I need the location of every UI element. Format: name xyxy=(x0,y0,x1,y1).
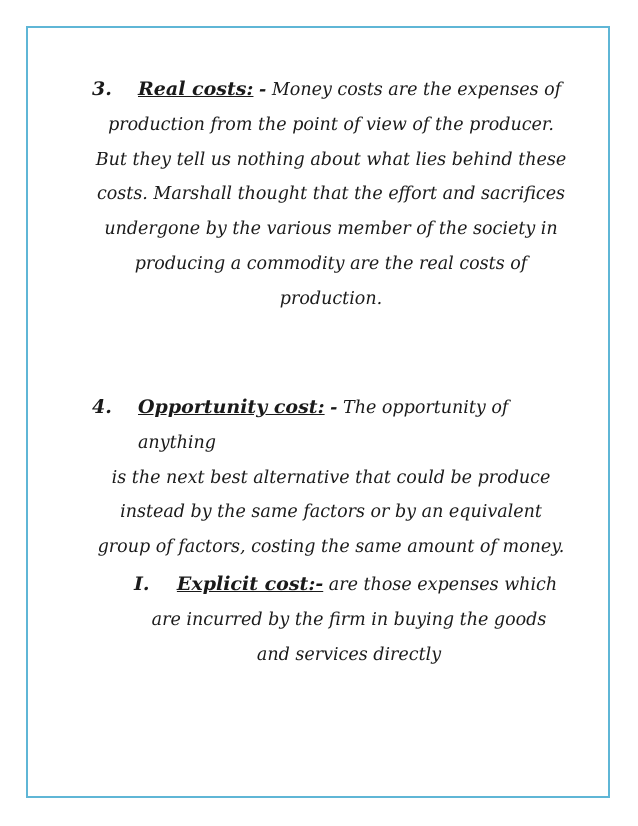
sub-item-explicit-cost xyxy=(134,567,564,672)
item-body: production from the point of view of the producer. But they tell us nothing about what lies behind these costs. Marshall thought that the effort and sacrifices undergone by the various member of the society in producing a commodity are the real costs of production. xyxy=(95,114,567,309)
list-item-real-costs xyxy=(92,72,570,317)
sub-item-heading: Explicit cost:- xyxy=(176,573,324,595)
item-number: 4. xyxy=(92,396,112,418)
item-dash: - xyxy=(259,80,267,100)
list-item-opportunity-cost xyxy=(92,390,570,565)
item-number: 3. xyxy=(92,78,112,100)
item-heading: Opportunity cost: xyxy=(138,396,325,418)
sub-item-paragraph xyxy=(134,567,564,672)
item-paragraph xyxy=(92,390,570,565)
item-first-line: Money costs are the expenses of xyxy=(271,80,562,100)
item-first-line: The opportunity of anything xyxy=(138,398,509,453)
sub-item-number: I. xyxy=(134,573,150,595)
item-dash: - xyxy=(330,398,338,418)
item-heading: Real costs: xyxy=(138,78,254,100)
item-paragraph xyxy=(92,72,570,317)
sub-item-text: are those expenses which are incurred by the firm in buying the goods and services directly xyxy=(151,575,558,665)
item-body: is the next best alternative that could be produce instead by the same factors or by an equivalent group of factors, costing the same amount of money. xyxy=(97,467,565,558)
